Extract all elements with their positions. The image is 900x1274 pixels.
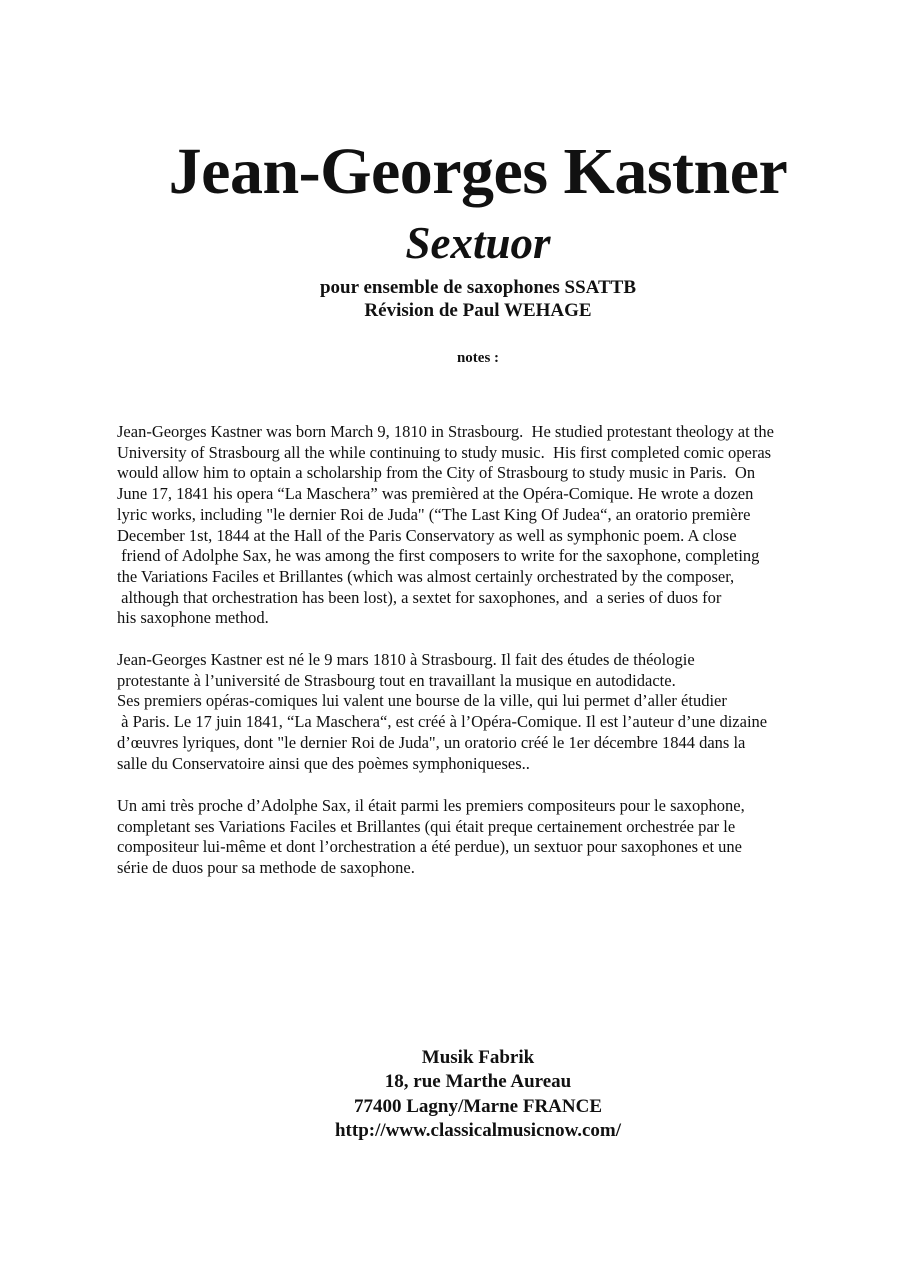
publisher-name: Musik Fabrik bbox=[421, 1047, 535, 1068]
publisher-address bbox=[0, 1046, 900, 1143]
text-line: completant ses Variations Faciles et Brillantes (qui était preque certainement orchestrée par le bbox=[117, 816, 736, 836]
text-line: University of Strasbourg all the while continuing to study music. His first completed comic operas bbox=[117, 442, 772, 462]
subtitle-block bbox=[0, 276, 900, 322]
text-line: Un ami très proche d’Adolphe Sax, il était parmi les premiers compositeurs pour le saxophone, bbox=[117, 796, 745, 815]
text-line: lyric works, including "le dernier Roi de Juda" (“The Last King Of Judea“, an oratorio première bbox=[117, 504, 751, 524]
french-sax-paragraph bbox=[117, 796, 857, 879]
french-biography-paragraph bbox=[117, 650, 857, 774]
text-line: à Paris. Le 17 juin 1841, “La Maschera“, est créé à l’Opéra-Comique. Il est l’auteur d’une dizaine bbox=[117, 712, 768, 732]
text-line: série de duos pour sa methode de saxophone. bbox=[117, 858, 415, 878]
work-title: Sextuor bbox=[405, 218, 551, 268]
notes-label: notes : bbox=[456, 350, 500, 366]
text-line: Jean-Georges Kastner est né le 9 mars 1810 à Strasbourg. Il fait des études de théologie bbox=[117, 650, 695, 669]
text-line: protestante à l’université de Strasbourg tout en travaillant la musique en autodidacte. bbox=[117, 670, 676, 690]
text-line: friend of Adolphe Sax, he was among the first composers to write for the saxophone, completing bbox=[117, 546, 760, 566]
composer-name: Jean-Georges Kastner bbox=[168, 135, 788, 208]
english-biography-paragraph bbox=[117, 422, 857, 629]
text-line: salle du Conservatoire ainsi que des poèmes symphoniqueses.. bbox=[117, 753, 530, 773]
text-line: his saxophone method. bbox=[117, 608, 269, 628]
text-line: December 1st, 1844 at the Hall of the Paris Conservatory as well as symphonic poem. A close bbox=[117, 525, 737, 545]
text-line: although that orchestration has been lost), a sextet for saxophones, and a series of duos for bbox=[117, 587, 722, 607]
text-line: June 17, 1841 his opera “La Maschera” was premièred at the Opéra-Comique. He wrote a dozen bbox=[117, 484, 754, 504]
text-line: would allow him to optain a scholarship from the City of Strasbourg to study music in Paris. On bbox=[117, 463, 756, 483]
revision-line: Révision de Paul WEHAGE bbox=[364, 300, 592, 321]
text-line: Ses premiers opéras-comiques lui valent une bourse de la ville, qui lui permet d’aller étudier bbox=[117, 691, 727, 711]
text-line: Jean-Georges Kastner was born March 9, 1810 in Strasbourg. He studied protestant theology at the bbox=[117, 422, 774, 441]
text-line: compositeur lui-même et dont l’orchestration a été perdue), un sextuor pour saxophones et une bbox=[117, 837, 742, 857]
publisher-website: http://www.classicalmusicnow.com/ bbox=[334, 1119, 622, 1141]
publisher-city: 77400 Lagny/Marne FRANCE bbox=[353, 1095, 603, 1117]
text-line: the Variations Faciles et Brillantes (which was almost certainly orchestrated by the composer, bbox=[117, 566, 735, 586]
publisher-street: 18, rue Marthe Aureau bbox=[384, 1071, 572, 1093]
text-line: d’œuvres lyriques, dont "le dernier Roi de Juda", un oratorio créé le 1er décembre 1844 dans la bbox=[117, 732, 746, 752]
instrumentation-line: pour ensemble de saxophones SSATTB bbox=[319, 277, 637, 298]
